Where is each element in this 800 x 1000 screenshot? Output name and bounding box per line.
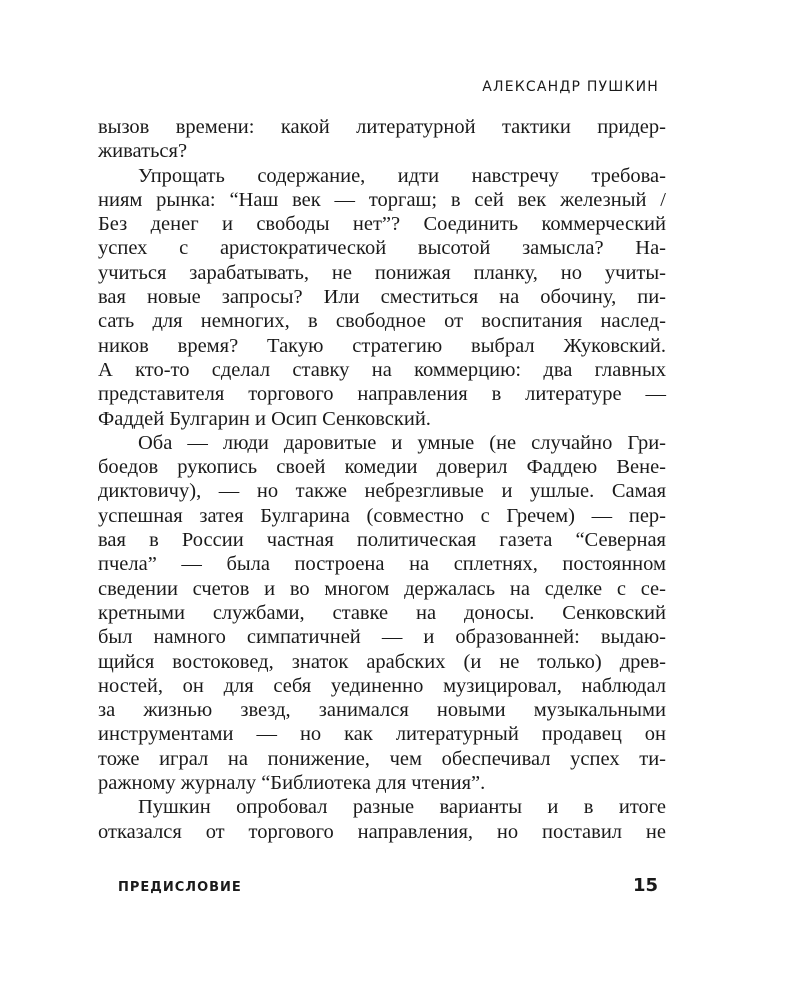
text-line: учиться зарабатывать, не понижая планку, но учиты- (98, 261, 666, 284)
footer-section-title: ПРЕДИСЛОВИЕ (118, 880, 242, 895)
text-line: щийся востоковед, знаток арабских (и не только) древ- (98, 650, 666, 673)
text-line: успешная затея Булгарина (совместно с Гречем) — пер- (98, 504, 666, 527)
text-line: представителя торгового направления в литературе — (98, 383, 666, 406)
text-line: Оба — люди даровитые и умные (не случайно Гри- (138, 431, 666, 454)
body-text (98, 115, 666, 844)
text-line: диктовичу), — но также небрезгливые и ушлые. Самая (98, 480, 666, 503)
page-number: 15 (632, 875, 658, 896)
text-line: Упрощать содержание, идти навстречу требова- (138, 164, 666, 187)
text-line: А кто-то сделал ставку на коммерцию: два главных (98, 358, 666, 381)
text-line: отказался от торгового направления, но поставил не (98, 820, 666, 843)
text-line: живаться? (98, 140, 188, 163)
text-line: ников время? Такую стратегию выбрал Жуковский. (98, 334, 666, 357)
text-line: инструментами — но как литературный продавец он (98, 723, 666, 746)
text-line: Без денег и свободы нет”? Соединить коммерческий (98, 213, 666, 236)
text-line: пчела” — была построена на сплетнях, постоянном (98, 553, 666, 576)
text-line: ражному журналу “Библиотека для чтения”. (98, 772, 486, 795)
text-line: боедов рукопись своей комедии доверил Фаддею Вене- (98, 456, 666, 479)
text-line: был намного симпатичней — и образованней: выдаю- (98, 626, 666, 649)
text-line: кретными службами, ставке на доносы. Сенковский (98, 601, 666, 624)
text-line: успех с аристократической высотой замысла? На- (98, 237, 666, 260)
text-line: сведении счетов и во многом держалась на сделке с се- (98, 577, 666, 600)
running-head-author: АЛЕКСАНДР ПУШКИН (482, 79, 659, 95)
text-line: тоже играл на понижение, чем обеспечивал успех ти- (98, 747, 666, 770)
text-line: вая новые запросы? Или сместиться на обочину, пи- (98, 286, 666, 309)
text-line: Фаддей Булгарин и Осип Сенковский. (98, 407, 431, 430)
text-line: вызов времени: какой литературной тактики придер- (98, 116, 666, 138)
text-line: Пушкин опробовал разные варианты и в итоге (138, 796, 666, 819)
text-line: сать для немногих, в свободное от воспитания наслед- (98, 310, 666, 333)
text-line: ностей, он для себя уединенно музицировал, наблюдал (98, 674, 666, 697)
text-line: вая в России частная политическая газета “Северная (98, 529, 666, 552)
text-line: за жизнью звезд, занимался новыми музыкальными (98, 699, 666, 722)
text-line: ниям рынка: “Наш век — торгаш; в сей век железный / (98, 188, 666, 211)
